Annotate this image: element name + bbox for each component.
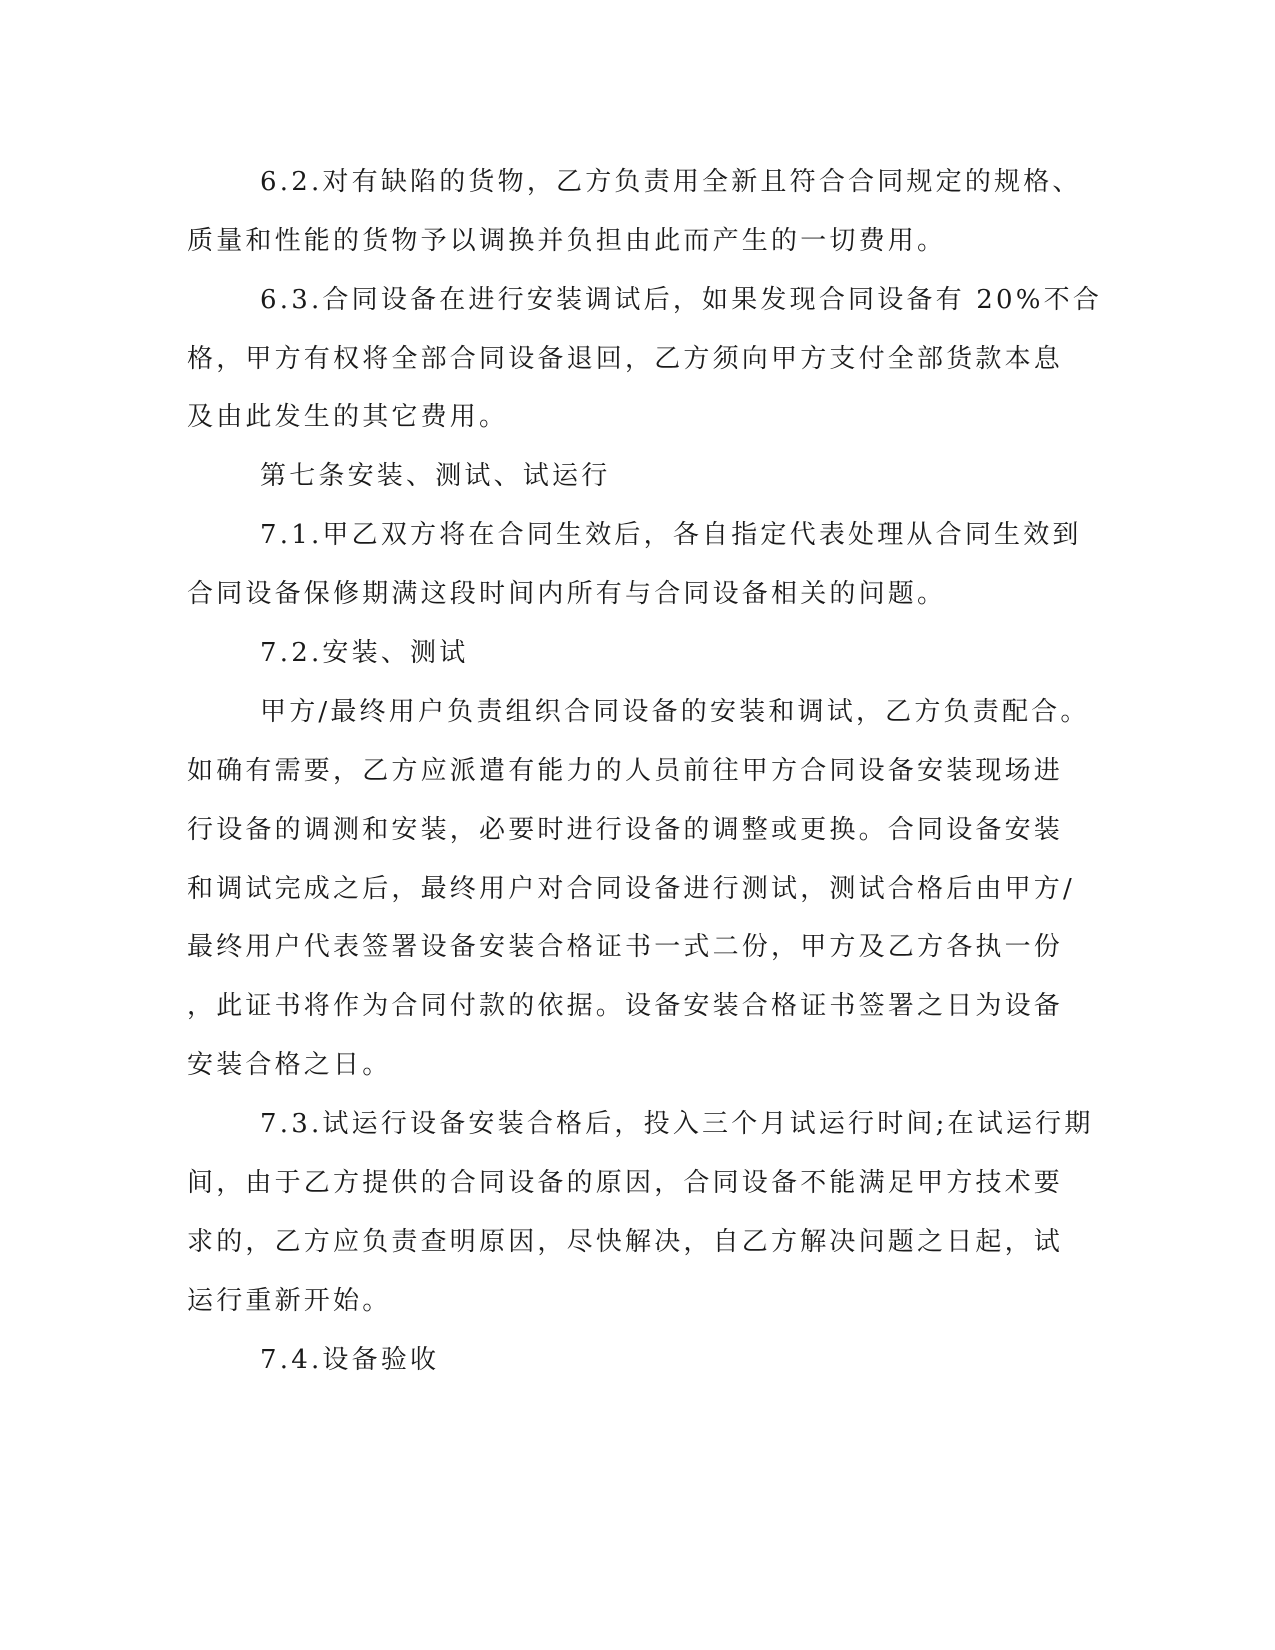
text-line: ，此证书将作为合同付款的依据。设备安装合格证书签署之日为设备 (187, 991, 1064, 1021)
subsection-heading: 7.2.安装、测试 (260, 638, 469, 668)
text-line: 6.3.合同设备在进行安装调试后，如果发现合同设备有 20%不合 (260, 285, 1103, 315)
section-heading: 第七条安装、测试、试运行 (260, 461, 611, 491)
text-line: 安装合格之日。 (187, 1050, 392, 1080)
text-line: 质量和性能的货物予以调换并负担由此而产生的一切费用。 (187, 226, 947, 256)
text-line: 行设备的调测和安装，必要时进行设备的调整或更换。合同设备安装 (187, 815, 1064, 845)
text-line: 7.3.试运行设备安装合格后，投入三个月试运行时间;在试运行期 (260, 1109, 1094, 1139)
subsection-heading: 7.4.设备验收 (260, 1345, 440, 1375)
text-line: 运行重新开始。 (187, 1286, 392, 1316)
text-line: 及由此发生的其它费用。 (187, 402, 509, 432)
text-line: 格，甲方有权将全部合同设备退回，乙方须向甲方支付全部货款本息 (187, 344, 1064, 374)
text-line: 最终用户代表签署设备安装合格证书一式二份，甲方及乙方各执一份 (187, 932, 1064, 962)
text-line: 和调试完成之后，最终用户对合同设备进行测试，测试合格后由甲方/ (187, 874, 1075, 904)
text-line: 甲方/最终用户负责组织合同设备的安装和调试，乙方负责配合。 (260, 697, 1090, 727)
text-line: 求的，乙方应负责查明原因，尽快解决，自乙方解决问题之日起，试 (187, 1227, 1064, 1257)
text-line: 6.2.对有缺陷的货物，乙方负责用全新且符合合同规定的规格、 (260, 167, 1082, 197)
text-line: 合同设备保修期满这段时间内所有与合同设备相关的问题。 (187, 579, 947, 609)
text-line: 7.1.甲乙双方将在合同生效后，各自指定代表处理从合同生效到 (260, 520, 1082, 550)
text-line: 如确有需要，乙方应派遣有能力的人员前往甲方合同设备安装现场进 (187, 756, 1064, 786)
text-line: 间，由于乙方提供的合同设备的原因，合同设备不能满足甲方技术要 (187, 1168, 1064, 1198)
